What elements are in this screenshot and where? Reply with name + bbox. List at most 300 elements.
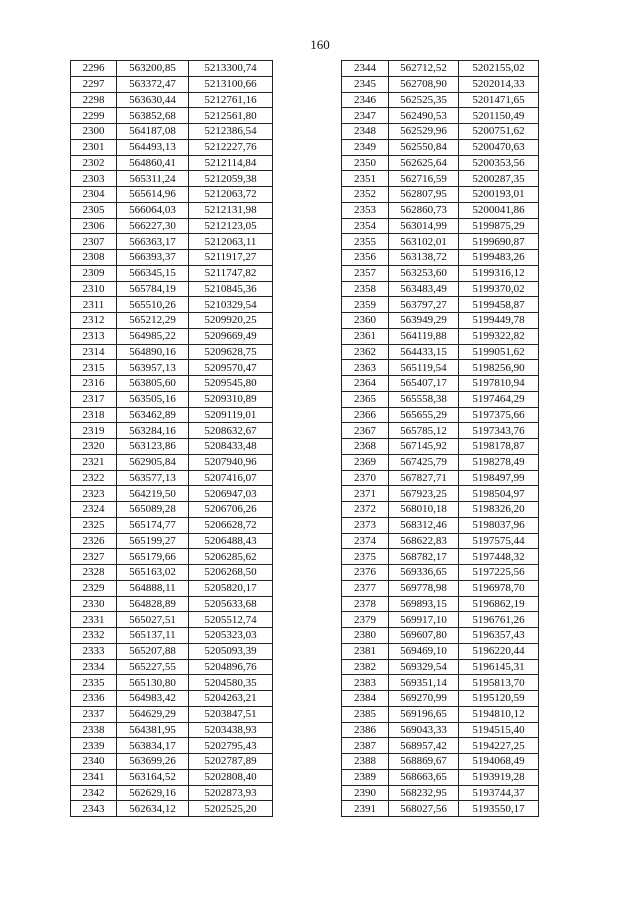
y-coordinate-cell: 5202525,20 — [189, 801, 273, 817]
y-coordinate-cell: 5196145,31 — [459, 659, 539, 675]
y-coordinate-cell: 5203438,93 — [189, 722, 273, 738]
x-coordinate-cell: 562716,59 — [389, 171, 459, 187]
x-coordinate-cell: 568782,17 — [389, 549, 459, 565]
table-row — [342, 769, 539, 785]
point-number-cell: 2357 — [342, 265, 389, 281]
y-coordinate-cell: 5208433,48 — [189, 439, 273, 455]
y-coordinate-cell: 5204580,35 — [189, 675, 273, 691]
point-number-cell: 2338 — [71, 722, 117, 738]
point-number-cell: 2369 — [342, 454, 389, 470]
point-number-cell: 2299 — [71, 108, 117, 124]
y-coordinate-cell: 5210845,36 — [189, 281, 273, 297]
y-coordinate-cell: 5199051,62 — [459, 344, 539, 360]
table-row — [342, 722, 539, 738]
x-coordinate-cell: 564433,15 — [389, 344, 459, 360]
y-coordinate-cell: 5199449,78 — [459, 313, 539, 329]
table-row — [71, 549, 273, 565]
point-number-cell: 2352 — [342, 187, 389, 203]
y-coordinate-cell: 5209920,25 — [189, 313, 273, 329]
table-row — [71, 92, 273, 108]
point-number-cell: 2310 — [71, 281, 117, 297]
point-number-cell: 2379 — [342, 612, 389, 628]
y-coordinate-cell: 5206706,26 — [189, 502, 273, 518]
point-number-cell: 2351 — [342, 171, 389, 187]
table-row — [342, 250, 539, 266]
table-row — [71, 265, 273, 281]
y-coordinate-cell: 5197225,56 — [459, 565, 539, 581]
table-row — [342, 187, 539, 203]
x-coordinate-cell: 563577,13 — [117, 470, 189, 486]
point-number-cell: 2365 — [342, 391, 389, 407]
y-coordinate-cell: 5197810,94 — [459, 376, 539, 392]
table-row — [71, 785, 273, 801]
y-coordinate-cell: 5193550,17 — [459, 801, 539, 817]
x-coordinate-cell: 568869,67 — [389, 754, 459, 770]
x-coordinate-cell: 565163,02 — [117, 565, 189, 581]
table-row — [71, 722, 273, 738]
y-coordinate-cell: 5198278,49 — [459, 454, 539, 470]
x-coordinate-cell: 562807,95 — [389, 187, 459, 203]
x-coordinate-cell: 569270,99 — [389, 691, 459, 707]
point-number-cell: 2359 — [342, 297, 389, 313]
y-coordinate-cell: 5212123,05 — [189, 218, 273, 234]
y-coordinate-cell: 5203847,51 — [189, 706, 273, 722]
table-row — [71, 612, 273, 628]
table-row — [342, 376, 539, 392]
point-number-cell: 2367 — [342, 423, 389, 439]
coordinates-table-left — [70, 60, 273, 817]
point-number-cell: 2383 — [342, 675, 389, 691]
y-coordinate-cell: 5210329,54 — [189, 297, 273, 313]
x-coordinate-cell: 564119,88 — [389, 328, 459, 344]
coordinates-table-right — [341, 60, 539, 817]
y-coordinate-cell: 5205512,74 — [189, 612, 273, 628]
table-row — [71, 155, 273, 171]
point-number-cell: 2334 — [71, 659, 117, 675]
x-coordinate-cell: 568010,18 — [389, 502, 459, 518]
x-coordinate-cell: 566227,30 — [117, 218, 189, 234]
point-number-cell: 2330 — [71, 596, 117, 612]
point-number-cell: 2377 — [342, 580, 389, 596]
point-number-cell: 2374 — [342, 533, 389, 549]
x-coordinate-cell: 565784,19 — [117, 281, 189, 297]
y-coordinate-cell: 5209310,89 — [189, 391, 273, 407]
point-number-cell: 2388 — [342, 754, 389, 770]
y-coordinate-cell: 5198178,87 — [459, 439, 539, 455]
x-coordinate-cell: 565655,29 — [389, 407, 459, 423]
y-coordinate-cell: 5193744,37 — [459, 785, 539, 801]
x-coordinate-cell: 566363,17 — [117, 234, 189, 250]
x-coordinate-cell: 562625,64 — [389, 155, 459, 171]
y-coordinate-cell: 5199322,82 — [459, 328, 539, 344]
table-row — [342, 281, 539, 297]
y-coordinate-cell: 5199316,12 — [459, 265, 539, 281]
x-coordinate-cell: 568957,42 — [389, 738, 459, 754]
point-number-cell: 2307 — [71, 234, 117, 250]
table-row — [342, 234, 539, 250]
y-coordinate-cell: 5209570,47 — [189, 360, 273, 376]
y-coordinate-cell: 5194810,12 — [459, 706, 539, 722]
y-coordinate-cell: 5196978,70 — [459, 580, 539, 596]
y-coordinate-cell: 5202155,02 — [459, 61, 539, 77]
x-coordinate-cell: 567425,79 — [389, 454, 459, 470]
x-coordinate-cell: 563630,44 — [117, 92, 189, 108]
table-row — [342, 124, 539, 140]
point-number-cell: 2323 — [71, 486, 117, 502]
table-row — [71, 218, 273, 234]
x-coordinate-cell: 563253,60 — [389, 265, 459, 281]
table-row — [342, 313, 539, 329]
point-number-cell: 2331 — [71, 612, 117, 628]
x-coordinate-cell: 565212,29 — [117, 313, 189, 329]
y-coordinate-cell: 5200470,63 — [459, 139, 539, 155]
x-coordinate-cell: 563852,68 — [117, 108, 189, 124]
x-coordinate-cell: 563014,99 — [389, 218, 459, 234]
point-number-cell: 2311 — [71, 297, 117, 313]
table-row — [342, 407, 539, 423]
x-coordinate-cell: 569607,80 — [389, 628, 459, 644]
x-coordinate-cell: 565174,77 — [117, 517, 189, 533]
point-number-cell: 2375 — [342, 549, 389, 565]
x-coordinate-cell: 565199,27 — [117, 533, 189, 549]
x-coordinate-cell: 565407,17 — [389, 376, 459, 392]
y-coordinate-cell: 5197575,44 — [459, 533, 539, 549]
y-coordinate-cell: 5199370,02 — [459, 281, 539, 297]
point-number-cell: 2320 — [71, 439, 117, 455]
point-number-cell: 2371 — [342, 486, 389, 502]
y-coordinate-cell: 5199483,26 — [459, 250, 539, 266]
table-row — [71, 124, 273, 140]
table-row — [342, 470, 539, 486]
y-coordinate-cell: 5207940,96 — [189, 454, 273, 470]
table-row — [342, 486, 539, 502]
y-coordinate-cell: 5211917,27 — [189, 250, 273, 266]
table-row — [342, 202, 539, 218]
point-number-cell: 2308 — [71, 250, 117, 266]
point-number-cell: 2362 — [342, 344, 389, 360]
table-row — [342, 643, 539, 659]
point-number-cell: 2350 — [342, 155, 389, 171]
point-number-cell: 2385 — [342, 706, 389, 722]
x-coordinate-cell: 565785,12 — [389, 423, 459, 439]
x-coordinate-cell: 565137,11 — [117, 628, 189, 644]
point-number-cell: 2332 — [71, 628, 117, 644]
x-coordinate-cell: 564219,50 — [117, 486, 189, 502]
point-number-cell: 2317 — [71, 391, 117, 407]
table-row — [342, 706, 539, 722]
x-coordinate-cell: 563949,29 — [389, 313, 459, 329]
point-number-cell: 2342 — [71, 785, 117, 801]
y-coordinate-cell: 5209669,49 — [189, 328, 273, 344]
x-coordinate-cell: 562525,35 — [389, 92, 459, 108]
point-number-cell: 2298 — [71, 92, 117, 108]
point-number-cell: 2363 — [342, 360, 389, 376]
y-coordinate-cell: 5209119,01 — [189, 407, 273, 423]
y-coordinate-cell: 5211747,82 — [189, 265, 273, 281]
table-row — [342, 344, 539, 360]
x-coordinate-cell: 562529,96 — [389, 124, 459, 140]
y-coordinate-cell: 5213300,74 — [189, 61, 273, 77]
x-coordinate-cell: 563138,72 — [389, 250, 459, 266]
table-row — [71, 234, 273, 250]
y-coordinate-cell: 5202014,33 — [459, 76, 539, 92]
point-number-cell: 2370 — [342, 470, 389, 486]
table-row — [71, 139, 273, 155]
x-coordinate-cell: 569336,65 — [389, 565, 459, 581]
x-coordinate-cell: 563123,86 — [117, 439, 189, 455]
x-coordinate-cell: 568232,95 — [389, 785, 459, 801]
point-number-cell: 2296 — [71, 61, 117, 77]
x-coordinate-cell: 563102,01 — [389, 234, 459, 250]
x-coordinate-cell: 563372,47 — [117, 76, 189, 92]
y-coordinate-cell: 5212131,98 — [189, 202, 273, 218]
point-number-cell: 2349 — [342, 139, 389, 155]
point-number-cell: 2341 — [71, 769, 117, 785]
y-coordinate-cell: 5206268,50 — [189, 565, 273, 581]
y-coordinate-cell: 5212059,38 — [189, 171, 273, 187]
table-row — [342, 439, 539, 455]
table-row — [71, 470, 273, 486]
y-coordinate-cell: 5198504,97 — [459, 486, 539, 502]
x-coordinate-cell: 564985,22 — [117, 328, 189, 344]
table-row — [71, 565, 273, 581]
x-coordinate-cell: 568027,56 — [389, 801, 459, 817]
x-coordinate-cell: 563805,60 — [117, 376, 189, 392]
point-number-cell: 2353 — [342, 202, 389, 218]
point-number-cell: 2366 — [342, 407, 389, 423]
table-row — [71, 486, 273, 502]
point-number-cell: 2312 — [71, 313, 117, 329]
table-row — [71, 439, 273, 455]
point-number-cell: 2326 — [71, 533, 117, 549]
y-coordinate-cell: 5207416,07 — [189, 470, 273, 486]
table-row — [342, 517, 539, 533]
y-coordinate-cell: 5196357,43 — [459, 628, 539, 644]
x-coordinate-cell: 569778,98 — [389, 580, 459, 596]
table-row — [71, 691, 273, 707]
x-coordinate-cell: 564983,42 — [117, 691, 189, 707]
y-coordinate-cell: 5199458,87 — [459, 297, 539, 313]
x-coordinate-cell: 567923,25 — [389, 486, 459, 502]
table-row — [342, 454, 539, 470]
table-row — [342, 391, 539, 407]
point-number-cell: 2314 — [71, 344, 117, 360]
x-coordinate-cell: 565089,28 — [117, 502, 189, 518]
table-row — [342, 612, 539, 628]
y-coordinate-cell: 5198256,90 — [459, 360, 539, 376]
x-coordinate-cell: 566064,03 — [117, 202, 189, 218]
table-row — [342, 580, 539, 596]
table-row — [342, 171, 539, 187]
table-row — [71, 171, 273, 187]
table-row — [71, 360, 273, 376]
table-row — [342, 738, 539, 754]
point-number-cell: 2356 — [342, 250, 389, 266]
table-row — [342, 297, 539, 313]
y-coordinate-cell: 5200193,01 — [459, 187, 539, 203]
y-coordinate-cell: 5196761,26 — [459, 612, 539, 628]
point-number-cell: 2360 — [342, 313, 389, 329]
y-coordinate-cell: 5196862,19 — [459, 596, 539, 612]
y-coordinate-cell: 5201150,49 — [459, 108, 539, 124]
y-coordinate-cell: 5205633,68 — [189, 596, 273, 612]
y-coordinate-cell: 5206285,62 — [189, 549, 273, 565]
table-row — [342, 360, 539, 376]
x-coordinate-cell: 569893,15 — [389, 596, 459, 612]
point-number-cell: 2345 — [342, 76, 389, 92]
y-coordinate-cell: 5205323,03 — [189, 628, 273, 644]
x-coordinate-cell: 564187,08 — [117, 124, 189, 140]
y-coordinate-cell: 5199875,29 — [459, 218, 539, 234]
table-row — [342, 565, 539, 581]
y-coordinate-cell: 5209545,80 — [189, 376, 273, 392]
x-coordinate-cell: 564629,29 — [117, 706, 189, 722]
x-coordinate-cell: 563699,26 — [117, 754, 189, 770]
point-number-cell: 2306 — [71, 218, 117, 234]
table-row — [342, 155, 539, 171]
table-row — [342, 108, 539, 124]
point-number-cell: 2372 — [342, 502, 389, 518]
x-coordinate-cell: 563284,16 — [117, 423, 189, 439]
x-coordinate-cell: 563164,52 — [117, 769, 189, 785]
x-coordinate-cell: 564381,95 — [117, 722, 189, 738]
point-number-cell: 2354 — [342, 218, 389, 234]
y-coordinate-cell: 5194227,25 — [459, 738, 539, 754]
point-number-cell: 2361 — [342, 328, 389, 344]
y-coordinate-cell: 5208632,67 — [189, 423, 273, 439]
y-coordinate-cell: 5204896,76 — [189, 659, 273, 675]
table-row — [342, 423, 539, 439]
x-coordinate-cell: 562634,12 — [117, 801, 189, 817]
x-coordinate-cell: 565179,66 — [117, 549, 189, 565]
point-number-cell: 2316 — [71, 376, 117, 392]
x-coordinate-cell: 566393,37 — [117, 250, 189, 266]
x-coordinate-cell: 563483,49 — [389, 281, 459, 297]
point-number-cell: 2309 — [71, 265, 117, 281]
table-row — [71, 769, 273, 785]
x-coordinate-cell: 562905,84 — [117, 454, 189, 470]
x-coordinate-cell: 565614,96 — [117, 187, 189, 203]
x-coordinate-cell: 569351,14 — [389, 675, 459, 691]
point-number-cell: 2324 — [71, 502, 117, 518]
point-number-cell: 2322 — [71, 470, 117, 486]
x-coordinate-cell: 569329,54 — [389, 659, 459, 675]
table-row — [342, 628, 539, 644]
x-coordinate-cell: 562550,84 — [389, 139, 459, 155]
table-row — [71, 344, 273, 360]
x-coordinate-cell: 564888,11 — [117, 580, 189, 596]
point-number-cell: 2380 — [342, 628, 389, 644]
x-coordinate-cell: 565207,88 — [117, 643, 189, 659]
table-row — [71, 628, 273, 644]
y-coordinate-cell: 5202795,43 — [189, 738, 273, 754]
point-number-cell: 2303 — [71, 171, 117, 187]
y-coordinate-cell: 5195813,70 — [459, 675, 539, 691]
table-row — [342, 785, 539, 801]
point-number-cell: 2355 — [342, 234, 389, 250]
y-coordinate-cell: 5197464,29 — [459, 391, 539, 407]
y-coordinate-cell: 5199690,87 — [459, 234, 539, 250]
table-row — [71, 738, 273, 754]
x-coordinate-cell: 565027,51 — [117, 612, 189, 628]
table-row — [342, 92, 539, 108]
y-coordinate-cell: 5200287,35 — [459, 171, 539, 187]
y-coordinate-cell: 5200751,62 — [459, 124, 539, 140]
y-coordinate-cell: 5197343,76 — [459, 423, 539, 439]
x-coordinate-cell: 567145,92 — [389, 439, 459, 455]
point-number-cell: 2321 — [71, 454, 117, 470]
point-number-cell: 2319 — [71, 423, 117, 439]
table-row — [342, 596, 539, 612]
table-row — [342, 218, 539, 234]
x-coordinate-cell: 568312,46 — [389, 517, 459, 533]
x-coordinate-cell: 565510,26 — [117, 297, 189, 313]
table-row — [71, 454, 273, 470]
x-coordinate-cell: 563834,17 — [117, 738, 189, 754]
point-number-cell: 2389 — [342, 769, 389, 785]
y-coordinate-cell: 5197375,66 — [459, 407, 539, 423]
y-coordinate-cell: 5201471,65 — [459, 92, 539, 108]
y-coordinate-cell: 5212114,84 — [189, 155, 273, 171]
x-coordinate-cell: 562712,52 — [389, 61, 459, 77]
y-coordinate-cell: 5194515,40 — [459, 722, 539, 738]
point-number-cell: 2391 — [342, 801, 389, 817]
table-row — [71, 376, 273, 392]
table-row — [71, 250, 273, 266]
table-row — [342, 675, 539, 691]
table-row — [71, 297, 273, 313]
point-number-cell: 2390 — [342, 785, 389, 801]
x-coordinate-cell: 562490,53 — [389, 108, 459, 124]
point-number-cell: 2333 — [71, 643, 117, 659]
x-coordinate-cell: 569043,33 — [389, 722, 459, 738]
y-coordinate-cell: 5202873,93 — [189, 785, 273, 801]
x-coordinate-cell: 569196,65 — [389, 706, 459, 722]
y-coordinate-cell: 5193919,28 — [459, 769, 539, 785]
table-row — [342, 61, 539, 77]
y-coordinate-cell: 5212063,72 — [189, 187, 273, 203]
table-row — [71, 643, 273, 659]
x-coordinate-cell: 565558,38 — [389, 391, 459, 407]
point-number-cell: 2304 — [71, 187, 117, 203]
y-coordinate-cell: 5200041,86 — [459, 202, 539, 218]
table-row — [342, 533, 539, 549]
x-coordinate-cell: 568622,83 — [389, 533, 459, 549]
x-coordinate-cell: 563200,85 — [117, 61, 189, 77]
point-number-cell: 2305 — [71, 202, 117, 218]
table-row — [71, 407, 273, 423]
table-row — [71, 517, 273, 533]
y-coordinate-cell: 5197448,32 — [459, 549, 539, 565]
table-row — [71, 675, 273, 691]
table-row — [71, 187, 273, 203]
table-row — [71, 61, 273, 77]
point-number-cell: 2328 — [71, 565, 117, 581]
point-number-cell: 2373 — [342, 517, 389, 533]
y-coordinate-cell: 5206488,43 — [189, 533, 273, 549]
table-row — [342, 76, 539, 92]
y-coordinate-cell: 5212227,76 — [189, 139, 273, 155]
table-row — [71, 76, 273, 92]
point-number-cell: 2384 — [342, 691, 389, 707]
point-number-cell: 2340 — [71, 754, 117, 770]
table-row — [71, 580, 273, 596]
point-number-cell: 2300 — [71, 124, 117, 140]
table-row — [71, 801, 273, 817]
point-number-cell: 2325 — [71, 517, 117, 533]
y-coordinate-cell: 5205820,17 — [189, 580, 273, 596]
point-number-cell: 2348 — [342, 124, 389, 140]
